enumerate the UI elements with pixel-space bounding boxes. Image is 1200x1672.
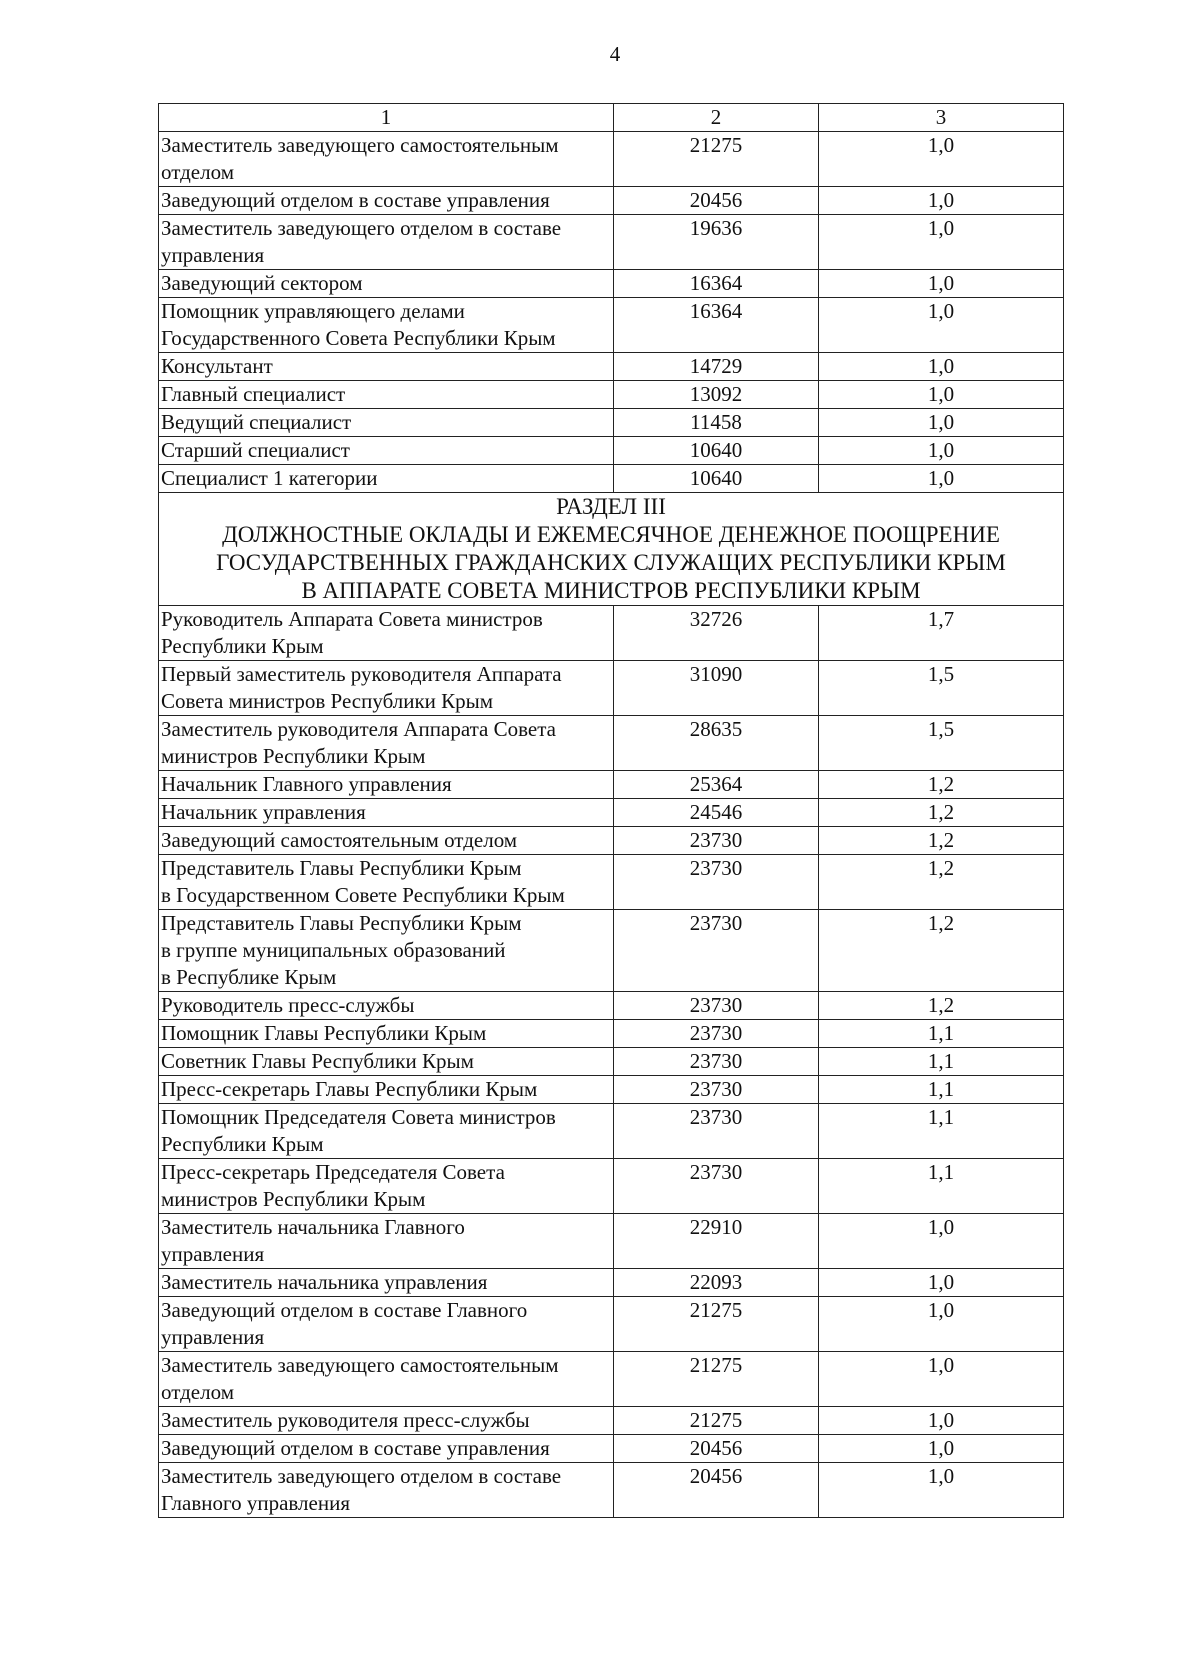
salary-cell: 16364 <box>614 270 819 298</box>
section-title-line: ДОЛЖНОСТНЫЕ ОКЛАДЫ И ЕЖЕМЕСЯЧНОЕ ДЕНЕЖНОЕ ПООЩРЕНИЕ <box>222 522 1000 547</box>
coefficient-cell: 1,1 <box>819 1159 1064 1214</box>
coefficient-cell: 1,0 <box>819 381 1064 409</box>
position-line: Помощник Главы Республики Крым <box>161 1021 487 1045</box>
salary-cell: 21275 <box>614 1297 819 1352</box>
position-line: отделом <box>161 1380 234 1404</box>
table-row <box>159 381 1064 409</box>
position-line: Заведующий самостоятельным отделом <box>161 828 518 852</box>
position-cell <box>159 437 614 465</box>
position-cell <box>159 606 614 661</box>
salary-cell: 22910 <box>614 1214 819 1269</box>
coefficient-cell: 1,1 <box>819 1104 1064 1159</box>
coefficient-cell: 1,5 <box>819 716 1064 771</box>
salary-cell: 23730 <box>614 1104 819 1159</box>
position-line: Представитель Главы Республики Крым <box>161 911 522 935</box>
table-row <box>159 1214 1064 1269</box>
salary-cell: 19636 <box>614 215 819 270</box>
table-row <box>159 1159 1064 1214</box>
position-line: управления <box>161 243 265 267</box>
position-cell <box>159 1076 614 1104</box>
coefficient-cell: 1,0 <box>819 215 1064 270</box>
table-row <box>159 716 1064 771</box>
position-cell <box>159 1159 614 1214</box>
table-row <box>159 799 1064 827</box>
coefficient-cell: 1,1 <box>819 1048 1064 1076</box>
position-line: Заместитель руководителя пресс-службы <box>161 1408 530 1432</box>
salary-cell: 28635 <box>614 716 819 771</box>
salary-table-body <box>159 104 1064 1518</box>
position-line: Советник Главы Республики Крым <box>161 1049 474 1073</box>
salary-cell: 14729 <box>614 353 819 381</box>
position-cell <box>159 270 614 298</box>
position-cell <box>159 215 614 270</box>
table-row <box>159 606 1064 661</box>
position-cell <box>159 855 614 910</box>
salary-table <box>158 103 1064 1518</box>
position-cell <box>159 132 614 187</box>
position-line: Совета министров Республики Крым <box>161 689 494 713</box>
position-line: Начальник Главного управления <box>161 772 452 796</box>
position-line: Заместитель заведующего отделом в составе <box>161 216 562 240</box>
section-number: РАЗДЕЛ III <box>556 494 666 519</box>
salary-cell: 20456 <box>614 1435 819 1463</box>
table-row <box>159 827 1064 855</box>
coefficient-cell: 1,2 <box>819 827 1064 855</box>
salary-cell: 20456 <box>614 187 819 215</box>
table-row <box>159 1269 1064 1297</box>
coefficient-cell: 1,0 <box>819 1214 1064 1269</box>
table-row <box>159 661 1064 716</box>
salary-cell: 23730 <box>614 1076 819 1104</box>
position-line: Заместитель руководителя Аппарата Совета <box>161 717 556 741</box>
position-cell <box>159 992 614 1020</box>
position-line: Заместитель начальника управления <box>161 1270 488 1294</box>
position-cell <box>159 661 614 716</box>
header-col-3: 3 <box>819 104 1064 132</box>
position-line: Первый заместитель руководителя Аппарата <box>161 662 562 686</box>
position-line: Консультант <box>161 354 273 378</box>
coefficient-cell: 1,7 <box>819 606 1064 661</box>
position-cell <box>159 1297 614 1352</box>
section-heading-row <box>159 493 1064 606</box>
position-line: Пресс-секретарь Председателя Совета <box>161 1160 505 1184</box>
table-row <box>159 353 1064 381</box>
coefficient-cell: 1,0 <box>819 1435 1064 1463</box>
coefficient-cell: 1,0 <box>819 1407 1064 1435</box>
table-row <box>159 298 1064 353</box>
table-row <box>159 1020 1064 1048</box>
salary-cell: 23730 <box>614 855 819 910</box>
table-row <box>159 270 1064 298</box>
coefficient-cell: 1,0 <box>819 298 1064 353</box>
position-cell <box>159 1269 614 1297</box>
salary-cell: 23730 <box>614 992 819 1020</box>
coefficient-cell: 1,0 <box>819 270 1064 298</box>
position-line: отделом <box>161 160 234 184</box>
salary-cell: 31090 <box>614 661 819 716</box>
salary-cell: 22093 <box>614 1269 819 1297</box>
position-cell <box>159 827 614 855</box>
position-line: Заведующий сектором <box>161 271 363 295</box>
coefficient-cell: 1,0 <box>819 1269 1064 1297</box>
table-row <box>159 1435 1064 1463</box>
coefficient-cell: 1,0 <box>819 465 1064 493</box>
position-line: Ведущий специалист <box>161 410 352 434</box>
position-line: Старший специалист <box>161 438 350 462</box>
salary-cell: 21275 <box>614 1352 819 1407</box>
table-row <box>159 1076 1064 1104</box>
position-cell <box>159 771 614 799</box>
salary-cell: 10640 <box>614 437 819 465</box>
position-cell <box>159 465 614 493</box>
table-row <box>159 1297 1064 1352</box>
position-line: министров Республики Крым <box>161 744 426 768</box>
header-col-2: 2 <box>614 104 819 132</box>
section-heading <box>159 493 1064 606</box>
position-line: Государственного Совета Республики Крым <box>161 326 556 350</box>
table-row <box>159 1048 1064 1076</box>
position-line: Заместитель начальника Главного <box>161 1215 465 1239</box>
coefficient-cell: 1,0 <box>819 1352 1064 1407</box>
table-row <box>159 1104 1064 1159</box>
position-cell <box>159 1352 614 1407</box>
coefficient-cell: 1,2 <box>819 799 1064 827</box>
position-line: Заведующий отделом в составе управления <box>161 1436 550 1460</box>
coefficient-cell: 1,0 <box>819 1463 1064 1518</box>
position-line: Пресс-секретарь Главы Республики Крым <box>161 1077 538 1101</box>
position-cell <box>159 1048 614 1076</box>
position-line: Руководитель Аппарата Совета министров <box>161 607 543 631</box>
position-line: Республики Крым <box>161 1132 324 1156</box>
table-row <box>159 910 1064 992</box>
position-cell <box>159 1104 614 1159</box>
position-line: управления <box>161 1242 265 1266</box>
salary-cell: 24546 <box>614 799 819 827</box>
position-line: в Государственном Совете Республики Крым <box>161 883 565 907</box>
position-line: в Республике Крым <box>161 965 337 989</box>
salary-cell: 25364 <box>614 771 819 799</box>
coefficient-cell: 1,0 <box>819 132 1064 187</box>
coefficient-cell: 1,2 <box>819 910 1064 992</box>
section-title-line: В АППАРАТЕ СОВЕТА МИНИСТРОВ РЕСПУБЛИКИ КРЫМ <box>301 578 921 603</box>
salary-cell: 11458 <box>614 409 819 437</box>
coefficient-cell: 1,0 <box>819 353 1064 381</box>
table-row <box>159 465 1064 493</box>
position-line: Помощник управляющего делами <box>161 299 465 323</box>
header-col-1: 1 <box>159 104 614 132</box>
table-row <box>159 855 1064 910</box>
salary-cell: 20456 <box>614 1463 819 1518</box>
coefficient-cell: 1,2 <box>819 771 1064 799</box>
salary-cell: 16364 <box>614 298 819 353</box>
salary-cell: 10640 <box>614 465 819 493</box>
table-row <box>159 1463 1064 1518</box>
salary-cell: 23730 <box>614 910 819 992</box>
table-row <box>159 1352 1064 1407</box>
table-row <box>159 132 1064 187</box>
coefficient-cell: 1,1 <box>819 1020 1064 1048</box>
position-cell <box>159 716 614 771</box>
table-row <box>159 771 1064 799</box>
position-cell <box>159 353 614 381</box>
salary-cell: 21275 <box>614 132 819 187</box>
position-line: Помощник Председателя Совета министров <box>161 1105 556 1129</box>
salary-cell: 13092 <box>614 381 819 409</box>
position-line: управления <box>161 1325 265 1349</box>
position-line: Республики Крым <box>161 634 324 658</box>
coefficient-cell: 1,0 <box>819 409 1064 437</box>
position-cell <box>159 799 614 827</box>
position-line: Заведующий отделом в составе Главного <box>161 1298 528 1322</box>
position-cell <box>159 298 614 353</box>
position-line: Главного управления <box>161 1491 350 1515</box>
salary-cell: 23730 <box>614 1048 819 1076</box>
position-cell <box>159 1020 614 1048</box>
salary-cell: 21275 <box>614 1407 819 1435</box>
position-line: Специалист 1 категории <box>161 466 378 490</box>
position-cell <box>159 381 614 409</box>
position-line: министров Республики Крым <box>161 1187 426 1211</box>
coefficient-cell: 1,0 <box>819 187 1064 215</box>
position-cell <box>159 1214 614 1269</box>
coefficient-cell: 1,0 <box>819 437 1064 465</box>
salary-cell: 23730 <box>614 1020 819 1048</box>
position-line: Главный специалист <box>161 382 346 406</box>
table-row <box>159 187 1064 215</box>
position-line: Заместитель заведующего самостоятельным <box>161 133 559 157</box>
position-line: Представитель Главы Республики Крым <box>161 856 522 880</box>
coefficient-cell: 1,0 <box>819 1297 1064 1352</box>
table-row <box>159 437 1064 465</box>
position-cell <box>159 910 614 992</box>
coefficient-cell: 1,2 <box>819 992 1064 1020</box>
table-row <box>159 992 1064 1020</box>
table-header-row <box>159 104 1064 132</box>
position-cell <box>159 1463 614 1518</box>
salary-cell: 32726 <box>614 606 819 661</box>
position-line: Заместитель заведующего самостоятельным <box>161 1353 559 1377</box>
table-row <box>159 1407 1064 1435</box>
position-line: Заведующий отделом в составе управления <box>161 188 550 212</box>
coefficient-cell: 1,5 <box>819 661 1064 716</box>
coefficient-cell: 1,1 <box>819 1076 1064 1104</box>
position-line: Начальник управления <box>161 800 366 824</box>
position-line: Заместитель заведующего отделом в составе <box>161 1464 562 1488</box>
position-cell <box>159 1435 614 1463</box>
table-row <box>159 409 1064 437</box>
salary-cell: 23730 <box>614 1159 819 1214</box>
position-cell <box>159 1407 614 1435</box>
salary-cell: 23730 <box>614 827 819 855</box>
section-title-line: ГОСУДАРСТВЕННЫХ ГРАЖДАНСКИХ СЛУЖАЩИХ РЕСПУБЛИКИ КРЫМ <box>216 550 1006 575</box>
position-line: Руководитель пресс-службы <box>161 993 415 1017</box>
table-row <box>159 215 1064 270</box>
position-cell <box>159 409 614 437</box>
coefficient-cell: 1,2 <box>819 855 1064 910</box>
position-line: в группе муниципальных образований <box>161 938 506 962</box>
position-cell <box>159 187 614 215</box>
page-number: 4 <box>609 42 621 66</box>
